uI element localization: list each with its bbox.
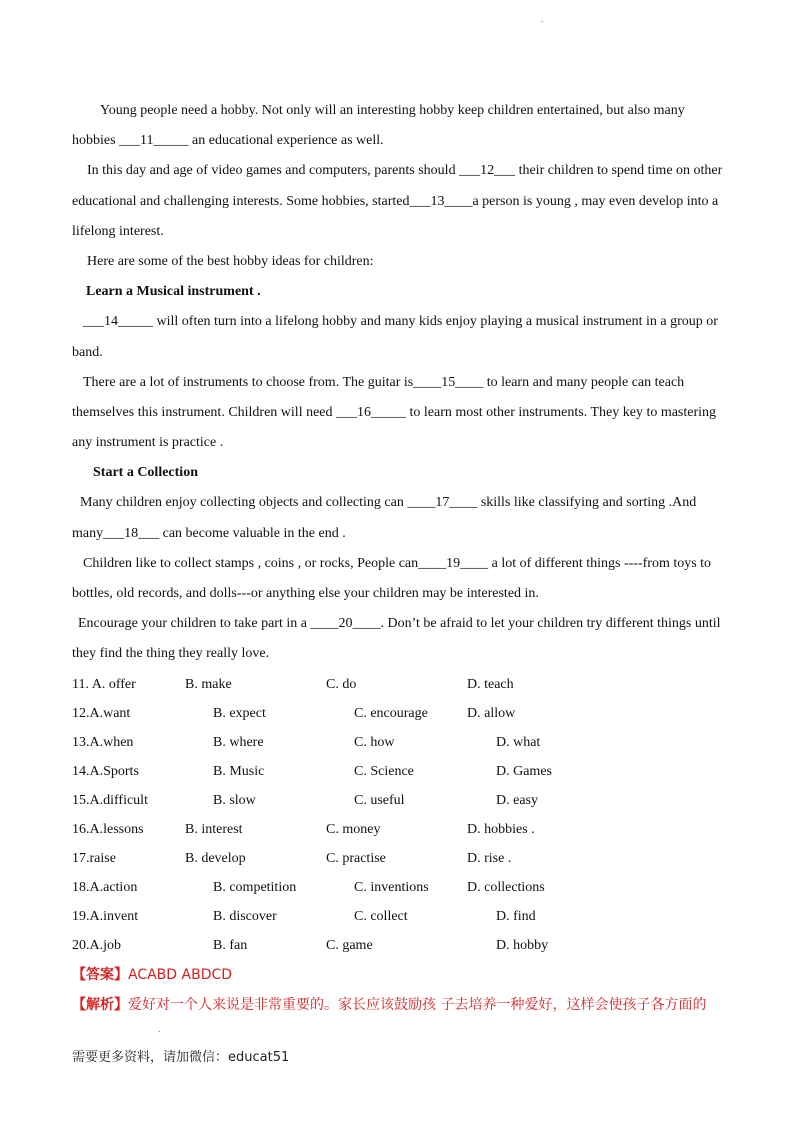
option-d: D. Games bbox=[496, 763, 552, 779]
question-option-a: 20.A.job bbox=[72, 937, 121, 953]
option-d: D. hobbies . bbox=[467, 821, 535, 837]
option-d: D. allow bbox=[467, 705, 516, 721]
option-c: C. game bbox=[326, 937, 373, 953]
option-row bbox=[72, 786, 732, 815]
option-row bbox=[72, 815, 732, 844]
option-b: B. slow bbox=[213, 792, 256, 808]
option-d: D. hobby bbox=[496, 937, 549, 953]
option-b: B. develop bbox=[185, 850, 246, 866]
option-b: B. competition bbox=[213, 879, 297, 895]
option-c: C. practise bbox=[326, 850, 386, 866]
option-c: C. Science bbox=[354, 763, 414, 779]
footer-note: 需要更多资料，请加微信：educat51 bbox=[72, 1050, 290, 1065]
option-c: C. money bbox=[326, 821, 381, 837]
passage-line: hobbies ___11_____ an educational experience as well. bbox=[72, 133, 384, 149]
option-c: C. do bbox=[326, 676, 357, 692]
passage-line: Many children enjoy collecting objects and collecting can ____17____ skills like classifying and sorting .And bbox=[80, 495, 697, 511]
option-row bbox=[72, 902, 732, 931]
question-option-a: 11. A. offer bbox=[72, 676, 136, 692]
passage-line: ___14_____ will often turn into a lifelong hobby and many kids enjoy playing a musical instrument in a group or bbox=[83, 314, 718, 330]
passage-line: any instrument is practice . bbox=[72, 435, 224, 451]
answer-line bbox=[72, 960, 732, 990]
option-d: D. collections bbox=[467, 879, 545, 895]
question-option-a: 13.A.when bbox=[72, 734, 134, 750]
option-row bbox=[72, 670, 732, 699]
question-option-a: 14.A.Sports bbox=[72, 763, 139, 779]
analysis-text: 爱好对一个人来说是非常重要的。家长应该鼓励孩 子去培养一种爱好，这样会使孩子各方面的 bbox=[128, 996, 707, 1013]
option-row bbox=[72, 699, 732, 728]
answer-options bbox=[72, 670, 732, 960]
document-body bbox=[72, 96, 732, 1038]
option-row bbox=[72, 757, 732, 786]
option-d: D. easy bbox=[496, 792, 538, 808]
section-heading: Learn a Musical instrument . bbox=[86, 284, 261, 300]
passage-line: bottles, old records, and dolls---or anything else your children may be interested in. bbox=[72, 586, 539, 601]
passage-line: lifelong interest. bbox=[72, 223, 164, 239]
option-b: B. expect bbox=[213, 705, 266, 721]
passage-line: they find the thing they really love. bbox=[72, 646, 270, 662]
section-heading: Start a Collection bbox=[93, 465, 198, 481]
option-b: B. interest bbox=[185, 821, 243, 837]
option-row bbox=[72, 844, 732, 873]
passage-line: Encourage your children to take part in a ____20____. Don’t be afraid to let your children try different things until bbox=[78, 616, 721, 632]
question-option-a: 19.A.invent bbox=[72, 908, 139, 924]
analysis-continuation-mark: . bbox=[158, 1023, 161, 1034]
option-c: C. how bbox=[354, 734, 395, 750]
question-option-a: 12.A.want bbox=[72, 705, 131, 721]
page-top-mark: . bbox=[541, 14, 544, 25]
option-d: D. what bbox=[496, 734, 541, 750]
option-d: D. find bbox=[496, 908, 536, 924]
analysis-line bbox=[72, 990, 732, 1020]
option-c: C. useful bbox=[354, 792, 405, 808]
passage-line: Children like to collect stamps , coins , or rocks, People can____19____ a lot of different things ----from toys to bbox=[83, 555, 712, 571]
passage-line: band. bbox=[72, 344, 103, 360]
answer-text: ACABD ABDCD bbox=[128, 966, 233, 983]
option-b: B. Music bbox=[213, 763, 265, 779]
option-row bbox=[72, 873, 732, 902]
option-c: C. collect bbox=[354, 908, 408, 924]
option-b: B. where bbox=[213, 734, 264, 750]
passage-line: themselves this instrument. Children will need ___16_____ to learn most other instruments. They key to mastering bbox=[72, 404, 717, 420]
question-option-a: 15.A.difficult bbox=[72, 792, 148, 808]
option-b: B. make bbox=[185, 676, 232, 692]
option-b: B. fan bbox=[213, 937, 248, 953]
passage-line: Here are some of the best hobby ideas for children: bbox=[87, 253, 374, 269]
question-option-a: 16.A.lessons bbox=[72, 821, 144, 837]
option-c: C. encourage bbox=[354, 705, 428, 721]
question-option-a: 17.raise bbox=[72, 850, 116, 866]
passage-line: In this day and age of video games and computers, parents should ___12___ their children to spend time on other bbox=[87, 163, 723, 179]
analysis-label: 【解析】 bbox=[72, 996, 128, 1013]
passage-line: There are a lot of instruments to choose from. The guitar is____15____ to learn and many people can teach bbox=[83, 374, 685, 390]
passage-line: educational and challenging interests. Some hobbies, started___13____a person is young , may even develop into a bbox=[72, 193, 719, 209]
passage-line: Young people need a hobby. Not only will an interesting hobby keep children entertained, but also many bbox=[100, 103, 685, 118]
option-row bbox=[72, 728, 732, 757]
option-row bbox=[72, 931, 732, 960]
question-option-a: 18.A.action bbox=[72, 879, 138, 895]
option-c: C. inventions bbox=[354, 879, 429, 895]
option-b: B. discover bbox=[213, 908, 277, 924]
option-d: D. rise . bbox=[467, 850, 512, 866]
answer-label: 【答案】 bbox=[72, 966, 128, 983]
option-d: D. teach bbox=[467, 676, 514, 692]
cloze-passage bbox=[72, 96, 732, 670]
passage-line: many___18___ can become valuable in the end . bbox=[72, 525, 346, 541]
